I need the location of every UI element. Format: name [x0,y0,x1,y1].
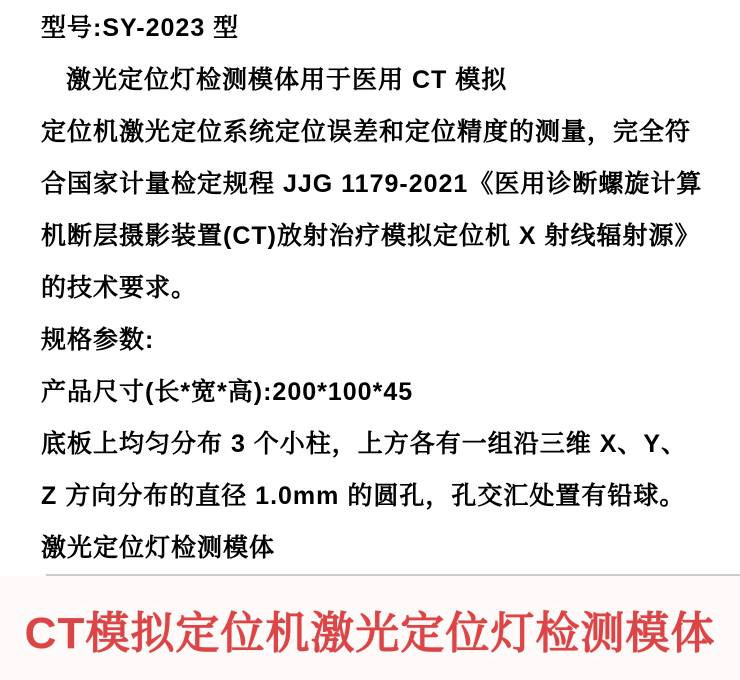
body-line: 定位机激光定位系统定位误差和定位精度的测量，完全符 [41,118,692,146]
product-banner [0,576,740,680]
product-name-line: 激光定位灯检测模体 [41,534,276,562]
body-line: Z 方向分布的直径 1.0mm 的圆孔，孔交汇处置有铅球。 [41,482,686,510]
body-line: 合国家计量检定规程 JJG 1179-2021《医用诊断螺旋计算 [41,170,703,198]
dimensions-line: 产品尺寸(长*宽*高):200*100*45 [41,378,414,406]
banner-title: CT模拟定位机激光定位灯检测模体 [24,609,716,658]
intro-line: 激光定位灯检测模体用于医用 CT 模拟 [66,66,508,94]
body-line: 的技术要求。 [41,274,198,302]
model-number-line: 型号:SY-2023 型 [41,14,240,42]
body-line: 底板上均匀分布 3 个小柱，上方各有一组沿三维 X、Y、 [41,430,688,458]
body-line: 机断层摄影装置(CT)放射治疗模拟定位机 X 射线辐射源》 [41,222,701,250]
spec-header-line: 规格参数: [41,326,155,354]
